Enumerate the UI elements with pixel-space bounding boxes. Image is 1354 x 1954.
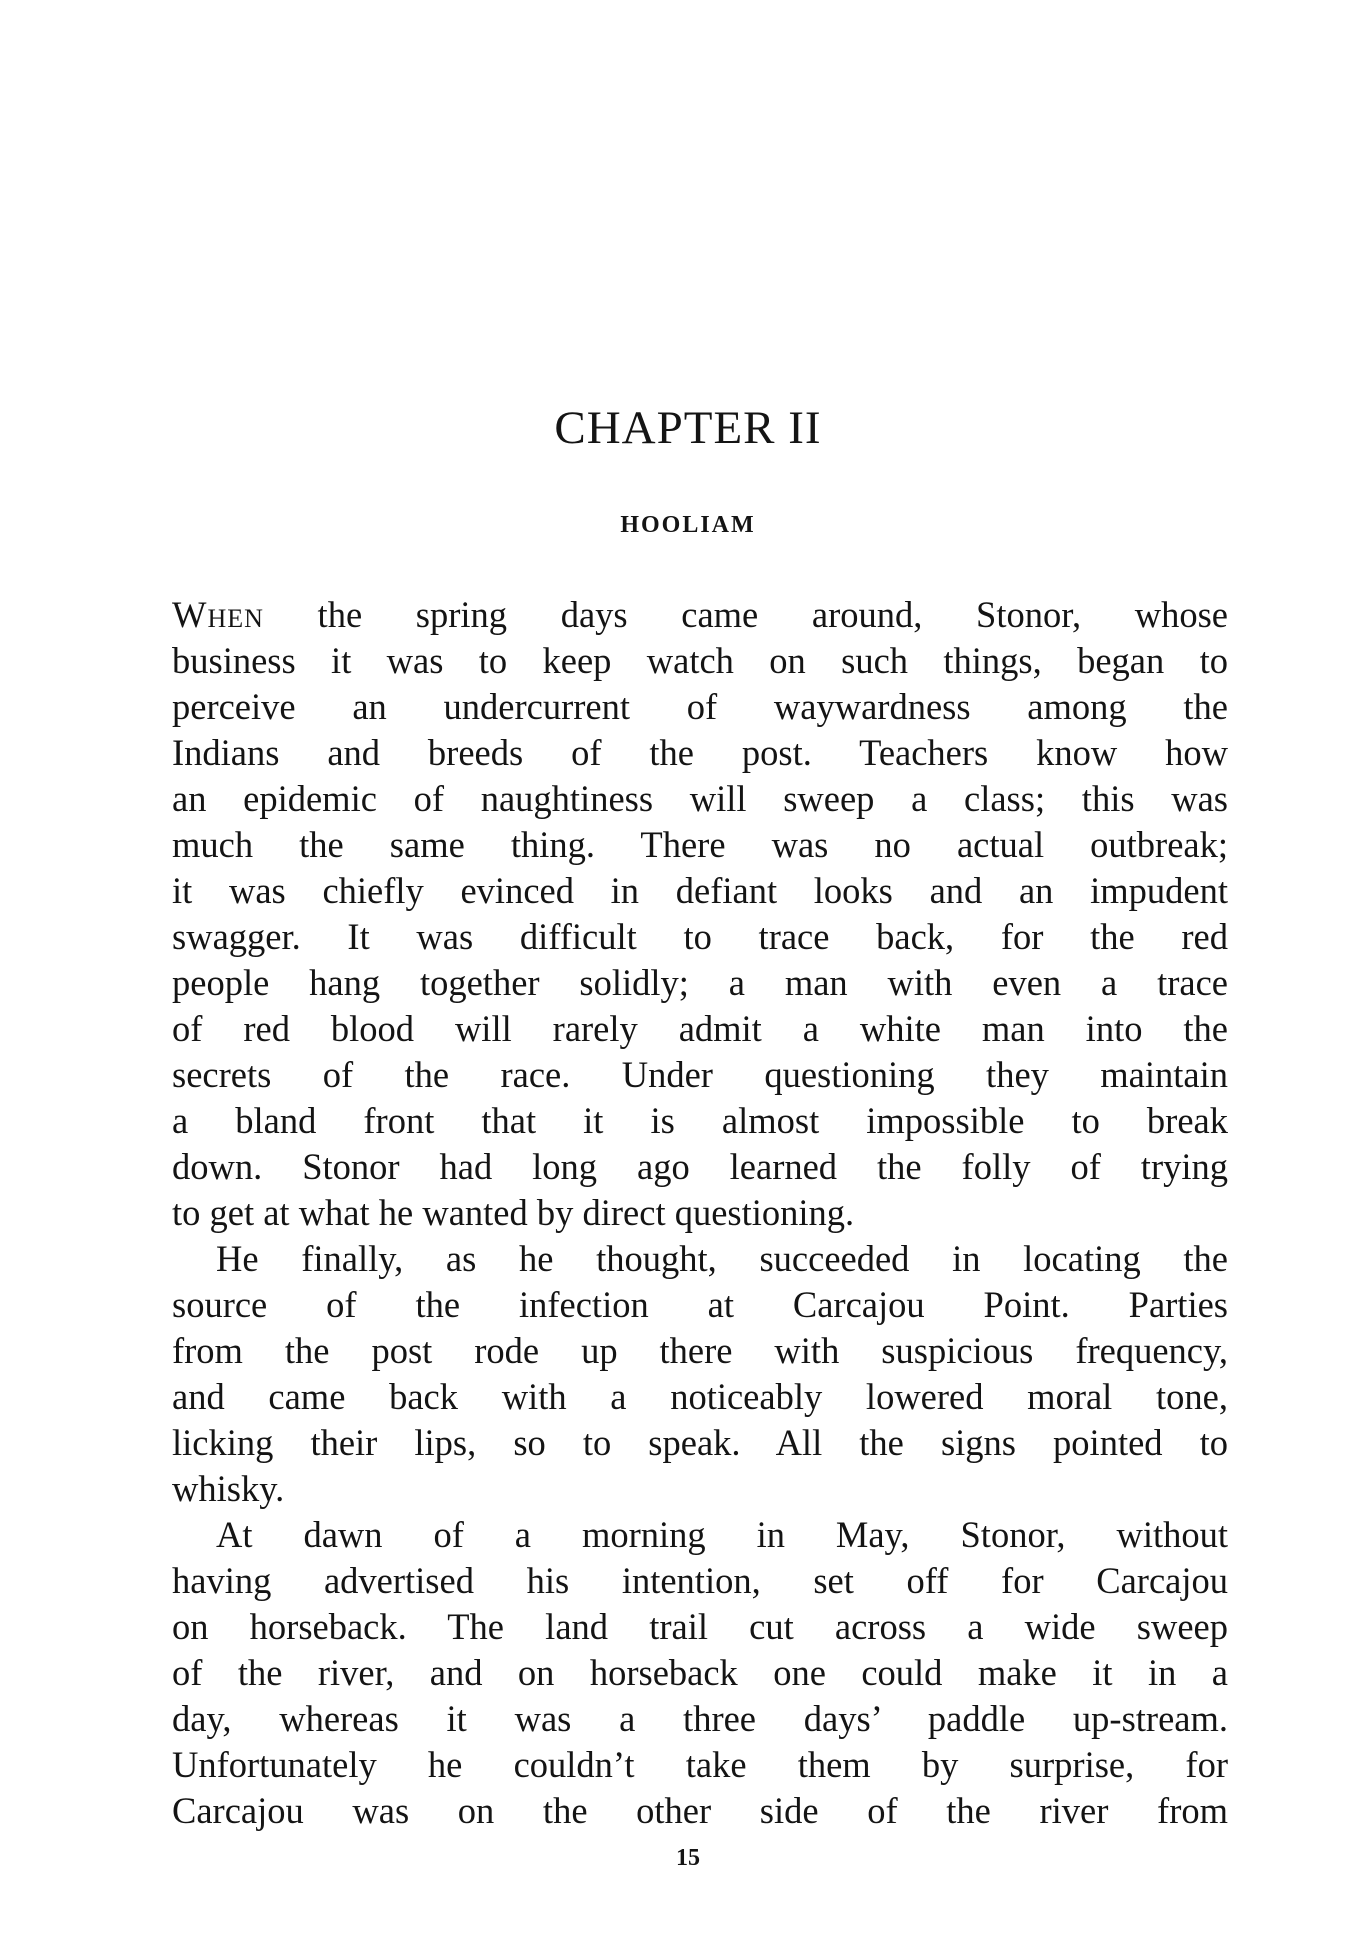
text-line: down. Stonor had long ago learned the folly of trying (172, 1146, 1228, 1187)
text-line: perceive an undercurrent of waywardness among the (172, 686, 1228, 727)
text-line: it was chiefly evinced in defiant looks and an impudent (172, 870, 1228, 911)
text-line: of red blood will rarely admit a white man into the (172, 1008, 1228, 1049)
text-line: a bland front that it is almost impossible to break (172, 1100, 1228, 1141)
text-line: Indians and breeds of the post. Teachers know how (172, 732, 1228, 773)
text-line: to get at what he wanted by direct questioning. (172, 1192, 855, 1233)
chapter-subtitle: HOOLIAM (620, 512, 756, 538)
chapter-title: CHAPTER II (554, 402, 822, 454)
text-line: source of the infection at Carcajou Point. Parties (172, 1284, 1228, 1325)
text-line: having advertised his intention, set off for Carcajou (172, 1560, 1228, 1601)
text-line: secrets of the race. Under questioning they maintain (172, 1054, 1228, 1095)
page-number: 15 (676, 1845, 700, 1871)
text-line: At dawn of a morning in May, Stonor, without (216, 1514, 1228, 1555)
text-line: He finally, as he thought, succeeded in locating the (216, 1238, 1228, 1279)
text-line: Carcajou was on the other side of the river from (172, 1790, 1228, 1831)
text-line: and came back with a noticeably lowered moral tone, (172, 1376, 1228, 1417)
text-line: swagger. It was difficult to trace back, for the red (172, 916, 1228, 957)
text-line-rest: the spring days came around, Stonor, whose (263, 594, 1228, 635)
chapter-body (172, 592, 1228, 1834)
text-line: day, whereas it was a three days’ paddle up-stream. (172, 1698, 1228, 1739)
text-line: on horseback. The land trail cut across a wide sweep (172, 1606, 1228, 1647)
text-line: much the same thing. There was no actual outbreak; (172, 824, 1228, 865)
text-line: Unfortunately he couldn’t take them by surprise, for (172, 1744, 1228, 1785)
text-line: from the post rode up there with suspicious frequency, (172, 1330, 1228, 1371)
text-line: licking their lips, so to speak. All the signs pointed to (172, 1422, 1228, 1463)
text-line: business it was to keep watch on such things, began to (172, 640, 1228, 681)
text-line: an epidemic of naughtiness will sweep a class; this was (172, 778, 1228, 819)
text-line: of the river, and on horseback one could make it in a (172, 1652, 1228, 1693)
lead-word: When (172, 594, 264, 635)
text-line: whisky. (172, 1468, 285, 1509)
text-line (172, 592, 1228, 638)
text-line: people hang together solidly; a man with even a trace (172, 962, 1228, 1003)
